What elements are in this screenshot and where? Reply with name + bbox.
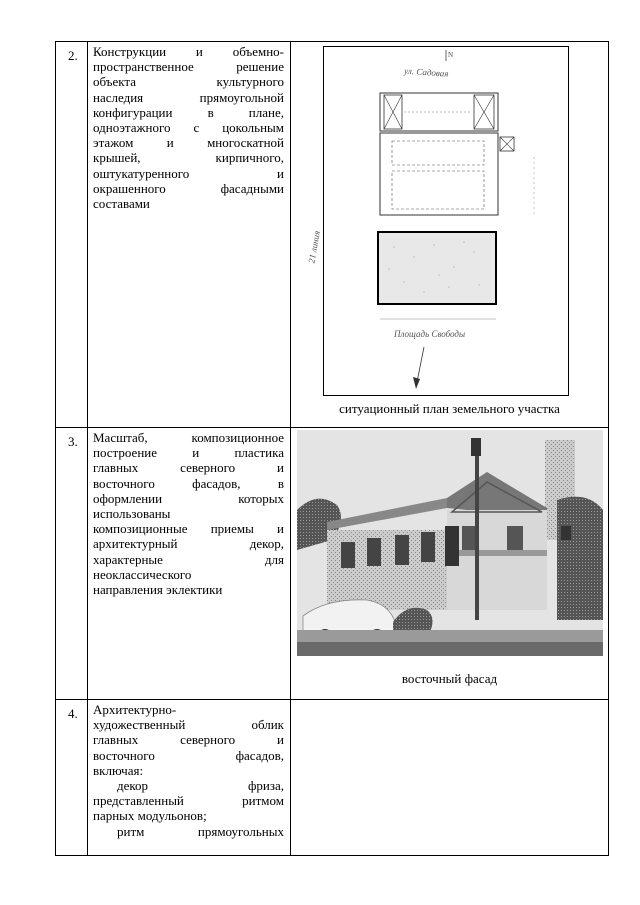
site-plan-drawing: [306, 46, 569, 396]
row-number-cell: [56, 42, 88, 428]
description-cell: [88, 428, 291, 700]
image-caption: восточный фасад: [401, 671, 498, 686]
desc-line: восточного фасадов, в: [93, 475, 284, 491]
desc-line: главных северного и: [93, 460, 284, 476]
table-row: [56, 428, 609, 700]
plan-label-bottom-square: Площадь Свободы: [394, 329, 466, 339]
row-description: [88, 428, 290, 597]
row-number-cell: [56, 700, 88, 856]
plan-label-left-street: 21 линия: [306, 229, 322, 264]
row-number: 4.: [68, 706, 78, 721]
desc-line: объекта культурного: [93, 74, 284, 90]
desc-line: наследия прямоугольной: [93, 89, 284, 105]
desc-line: крышей, кирпичного,: [93, 150, 284, 166]
row-description: [88, 700, 290, 839]
desc-line: Масштаб, композиционное: [93, 430, 284, 445]
description-cell: [88, 700, 291, 856]
desc-line: композиционные приемы и: [93, 521, 284, 537]
north-mark-top: N: [448, 51, 454, 59]
desc-line: направления эклектики: [93, 582, 223, 598]
desc-line: главных северного и: [93, 732, 284, 748]
desc-line: представленный ритмом: [93, 793, 284, 809]
desc-line: характерные для: [93, 551, 284, 567]
desc-line: художественный облик: [93, 717, 284, 733]
row-number: 3.: [68, 434, 78, 449]
desc-line: конфигурации в плане,: [93, 104, 284, 120]
image-cell: [291, 700, 609, 856]
desc-line: восточного фасадов,: [93, 747, 284, 763]
desc-line: оштукатуренного и: [93, 165, 284, 181]
table-row: [56, 700, 609, 856]
image-cell: [291, 428, 609, 700]
desc-line: парных модульонов;: [93, 808, 207, 824]
desc-line: оформлении которых: [93, 490, 284, 506]
desc-line: одноэтажного с цокольным: [93, 120, 284, 136]
desc-line: Архитектурно-: [93, 702, 177, 717]
desc-line: построение и пластика: [93, 445, 284, 461]
row-description: [88, 42, 290, 211]
desc-line: декор фриза,: [117, 778, 284, 794]
desc-line: составами: [93, 196, 150, 212]
row-number: 2.: [68, 48, 78, 63]
desc-line: включая:: [93, 762, 144, 778]
desc-line: архитектурный декор,: [93, 536, 284, 552]
plan-label-top-street: ул. Садовая: [403, 65, 449, 79]
image-cell: [291, 42, 609, 428]
description-cell: [88, 42, 291, 428]
row-number-cell: [56, 428, 88, 700]
desc-line: этажом и многоскатной: [93, 135, 284, 151]
desc-line: пространственное решение: [93, 59, 284, 75]
image-caption: ситуационный план земельного участка: [339, 401, 560, 416]
table-row: [56, 42, 609, 428]
desc-line: ритм прямоугольных: [117, 823, 284, 839]
east-facade-photo: [297, 430, 603, 656]
desc-line: окрашенного фасадными: [93, 180, 284, 196]
desc-line: Конструкции и объемно-: [93, 44, 284, 59]
document-table: [55, 41, 609, 856]
desc-line: использованы: [93, 506, 171, 522]
desc-line: неоклассического: [93, 566, 192, 582]
